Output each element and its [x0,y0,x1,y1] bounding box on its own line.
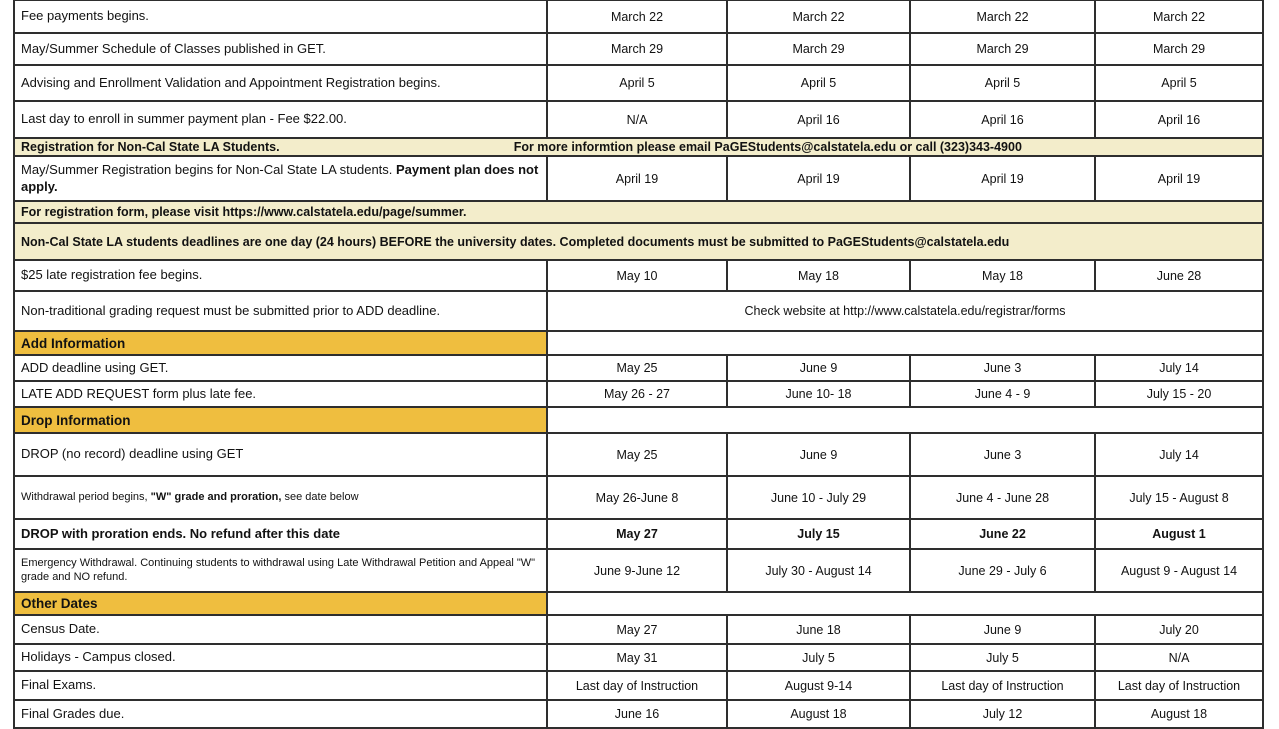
date-cell: April 19 [547,156,727,201]
table-row [14,615,1263,644]
date-cell: August 9-14 [727,671,910,700]
date-cell: August 1 [1095,519,1263,549]
date-cell: Last day of Instruction [547,671,727,700]
banner-cell: For registration form, please visit https://www.calstatela.edu/page/summer. [14,201,1263,223]
table-row [14,700,1263,728]
date-cell: June 9 [910,615,1095,644]
table-row [14,138,1263,156]
row-description [14,260,547,291]
date-cell: April 5 [1095,65,1263,101]
date-cell: May 10 [547,260,727,291]
banner-left-text: Registration for Non-Cal State LA Students. [21,140,280,154]
date-cell: June 3 [910,355,1095,381]
section-header-cell: Add Information [14,331,547,355]
date-cell: March 22 [547,0,727,33]
description-text: Payment plan does not apply. [21,162,539,194]
date-cell: March 22 [727,0,910,33]
date-cell: August 18 [1095,700,1263,728]
description-text: Last day to enroll in summer payment plan - Fee $22.00. [21,111,347,127]
date-cell: July 30 - August 14 [727,549,910,592]
date-cell: May 25 [547,433,727,476]
row-description [14,101,547,138]
table-row [14,644,1263,671]
description-text: DROP with proration ends. No refund after this date [21,525,341,541]
date-cell: March 29 [547,33,727,65]
date-cell: June 3 [910,433,1095,476]
academic-calendar-table [13,0,1264,729]
description-text: Advising and Enrollment Validation and Appointment Registration begins. [21,74,441,90]
section-header-cell: Other Dates [14,592,547,615]
date-cell: June 28 [1095,260,1263,291]
description-text: LATE ADD REQUEST form plus late fee. [21,385,257,401]
banner-right-text: For more informtion please email PaGEStudents@calstatela.edu or call (323)343-4900 [513,140,1022,154]
table-row [14,407,1263,433]
description-text: Final Exams. [21,677,97,693]
date-cell: June 18 [727,615,910,644]
date-cell: July 20 [1095,615,1263,644]
date-cell: March 29 [727,33,910,65]
date-cell: June 4 - June 28 [910,476,1095,519]
row-description [14,65,547,101]
row-description [14,671,547,700]
section-header-spacer [547,407,1263,433]
date-cell: June 16 [547,700,727,728]
date-cell: May 25 [547,355,727,381]
table-row [14,433,1263,476]
row-description [14,381,547,407]
row-description [14,156,547,201]
date-cell: June 9 [727,355,910,381]
calendar-table-body [14,0,1263,728]
table-row [14,260,1263,291]
banner-cell [14,138,1263,156]
row-description [14,433,547,476]
date-cell: June 29 - July 6 [910,549,1095,592]
date-cell: April 19 [1095,156,1263,201]
table-row [14,101,1263,138]
table-row [14,0,1263,33]
table-row [14,592,1263,615]
date-cell: N/A [547,101,727,138]
table-row [14,223,1263,260]
date-cell: May 18 [727,260,910,291]
table-row [14,381,1263,407]
table-row [14,201,1263,223]
description-text: Non-traditional grading request must be submitted prior to ADD deadline. [21,302,441,318]
table-row [14,476,1263,519]
date-cell: April 16 [1095,101,1263,138]
section-header-spacer [547,592,1263,615]
banner-inner [21,140,1256,154]
date-cell: July 15 - 20 [1095,381,1263,407]
date-cell: May 26-June 8 [547,476,727,519]
date-cell: June 4 - 9 [910,381,1095,407]
description-text: Holidays - Campus closed. [21,649,176,665]
row-description [14,644,547,671]
table-row [14,549,1263,592]
date-cell: April 5 [547,65,727,101]
date-cell: N/A [1095,644,1263,671]
date-cell: May 31 [547,644,727,671]
date-cell: May 27 [547,615,727,644]
date-cell: June 9-June 12 [547,549,727,592]
table-row [14,65,1263,101]
date-cell: August 9 - August 14 [1095,549,1263,592]
date-cell: April 19 [727,156,910,201]
banner-cell: Non-Cal State LA students deadlines are one day (24 hours) BEFORE the university dates. Completed documents must be submitted to PaGEStudents@calstatela.edu [14,223,1263,260]
description-text: ADD deadline using GET. [21,359,169,375]
description-text: May/Summer Schedule of Classes published in GET. [21,40,326,56]
table-row [14,291,1263,331]
date-cell: March 29 [910,33,1095,65]
date-cell: March 29 [1095,33,1263,65]
date-cell: June 10- 18 [727,381,910,407]
row-description [14,33,547,65]
table-row [14,156,1263,201]
row-description [14,0,547,33]
date-cell: April 19 [910,156,1095,201]
date-cell: June 10 - July 29 [727,476,910,519]
table-row [14,355,1263,381]
description-text: see date below [281,490,359,503]
row-description [14,549,547,592]
merged-note-cell: Check website at http://www.calstatela.edu/registrar/forms [547,291,1263,331]
description-text: "W" grade and proration, [150,490,282,503]
date-cell: July 5 [727,644,910,671]
description-text: Final Grades due. [21,705,125,721]
row-description [14,615,547,644]
description-text: Withdrawal period begins, [21,490,151,503]
description-text: Emergency Withdrawal. Continuing students to withdrawal using Late Withdrawal Petition and Appeal "W" grade and NO refund. [21,556,536,583]
table-row [14,33,1263,65]
date-cell: May 27 [547,519,727,549]
section-header-spacer [547,331,1263,355]
table-row [14,519,1263,549]
row-description [14,291,547,331]
date-cell: August 18 [727,700,910,728]
table-row [14,671,1263,700]
date-cell: April 16 [910,101,1095,138]
row-description [14,519,547,549]
date-cell: April 5 [910,65,1095,101]
date-cell: May 18 [910,260,1095,291]
description-text: DROP (no record) deadline using GET [21,446,244,462]
description-text: Census Date. [21,621,100,637]
date-cell: Last day of Instruction [1095,671,1263,700]
date-cell: March 22 [910,0,1095,33]
date-cell: July 14 [1095,355,1263,381]
row-description [14,476,547,519]
description-text: $25 late registration fee begins. [21,267,203,283]
row-description [14,355,547,381]
date-cell: May 26 - 27 [547,381,727,407]
section-header-cell: Drop Information [14,407,547,433]
row-description [14,700,547,728]
description-text: May/Summer Registration begins for Non-Cal State LA students. [21,162,397,178]
date-cell: July 5 [910,644,1095,671]
date-cell: June 22 [910,519,1095,549]
date-cell: July 15 [727,519,910,549]
date-cell: July 15 - August 8 [1095,476,1263,519]
date-cell: April 16 [727,101,910,138]
description-text: Fee payments begins. [21,8,149,24]
date-cell: July 14 [1095,433,1263,476]
date-cell: June 9 [727,433,910,476]
date-cell: Last day of Instruction [910,671,1095,700]
date-cell: April 5 [727,65,910,101]
table-row [14,331,1263,355]
date-cell: July 12 [910,700,1095,728]
date-cell: March 22 [1095,0,1263,33]
